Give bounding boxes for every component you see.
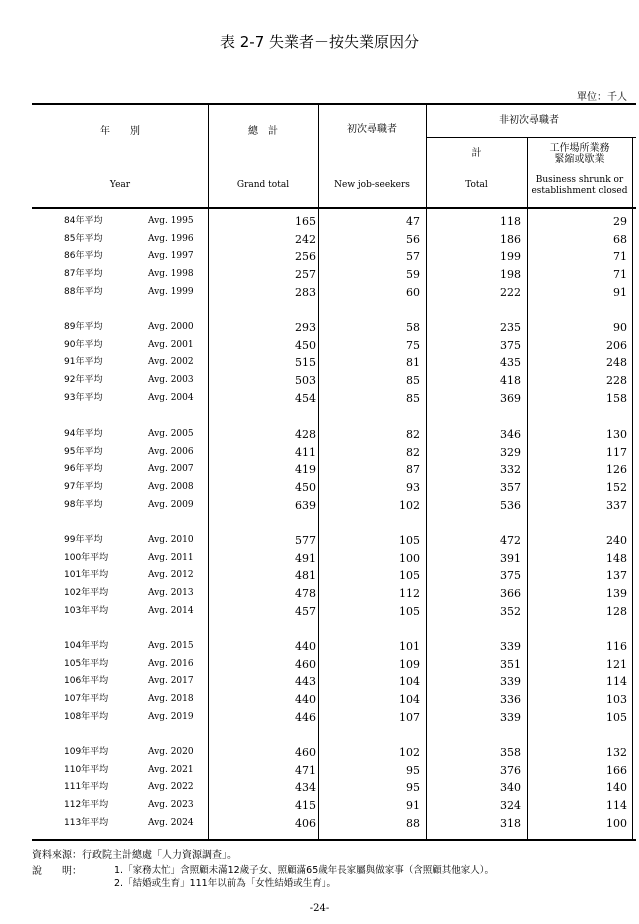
table-row — [0, 815, 639, 832]
total-cell: 369 — [500, 391, 521, 405]
year-zh-cell: 101年平均 — [64, 570, 109, 581]
grand-cell: 242 — [295, 232, 316, 246]
table-row — [0, 266, 639, 283]
business-cell: 139 — [606, 587, 627, 601]
header-bottom-border — [32, 207, 636, 209]
new-cell: 101 — [399, 640, 420, 653]
business-cell: 148 — [606, 551, 627, 565]
business-cell: 337 — [606, 498, 627, 512]
year-zh-cell: 104年平均 — [64, 641, 109, 651]
header-year-en: Year — [109, 180, 131, 190]
year-en-cell: Avg. 2015 — [148, 641, 194, 651]
business-cell: 116 — [606, 640, 627, 653]
note-2: 2.「結婚或生育」111年以前為「女性結婚或生育」。 — [114, 878, 336, 889]
year-en-cell: Avg. 1996 — [148, 233, 194, 244]
business-cell: 71 — [613, 250, 627, 264]
year-en-cell: Avg. 2005 — [148, 429, 194, 439]
new-cell: 60 — [406, 285, 420, 299]
grand-cell: 450 — [295, 338, 316, 352]
table-row — [0, 497, 639, 514]
year-zh-cell: 111年平均 — [64, 782, 109, 793]
year-en-cell: Avg. 2024 — [148, 817, 194, 828]
business-cell: 126 — [606, 463, 627, 477]
new-cell: 100 — [399, 551, 420, 565]
year-zh-cell: 103年平均 — [64, 605, 109, 616]
total-cell: 222 — [500, 285, 521, 299]
table-row — [0, 550, 639, 567]
source-note: 資料來源：行政院主計總處「人力資源調查」。 — [32, 850, 237, 861]
business-cell: 71 — [613, 268, 627, 282]
year-en-cell: Avg. 2008 — [148, 482, 194, 493]
total-cell: 435 — [500, 356, 521, 370]
year-en-cell: Avg. 1997 — [148, 251, 194, 262]
year-en-cell: Avg. 2000 — [148, 322, 194, 332]
year-en-cell: Avg. 1995 — [148, 216, 194, 226]
business-cell: 117 — [606, 445, 627, 459]
business-cell: 90 — [613, 321, 627, 334]
table-row — [0, 372, 639, 389]
year-zh-cell: 98年平均 — [64, 499, 103, 510]
grand-cell: 440 — [295, 693, 316, 707]
business-cell: 91 — [613, 285, 627, 299]
new-cell: 95 — [406, 781, 420, 795]
grand-cell: 515 — [295, 356, 316, 370]
year-zh-cell: 84年平均 — [64, 216, 103, 226]
header-year-zh: 年 別 — [100, 126, 140, 137]
grand-cell: 450 — [295, 481, 316, 495]
business-cell: 240 — [606, 534, 627, 547]
table-row — [0, 691, 639, 708]
year-zh-cell: 96年平均 — [64, 464, 103, 475]
table-row — [0, 797, 639, 814]
new-cell: 47 — [406, 215, 420, 228]
total-cell: 536 — [500, 498, 521, 512]
business-cell: 68 — [613, 232, 627, 246]
header-new-seekers-zh: 初次尋職者 — [347, 124, 397, 135]
table-row — [0, 585, 639, 602]
subheader-rule — [426, 137, 636, 138]
new-cell: 104 — [399, 693, 420, 707]
grand-cell: 256 — [295, 250, 316, 264]
page-title: 表 2-7 失業者－按失業原因分 — [219, 33, 420, 51]
total-cell: 324 — [500, 799, 521, 813]
year-zh-cell: 109年平均 — [64, 747, 109, 757]
table-row — [0, 354, 639, 371]
year-zh-cell: 94年平均 — [64, 429, 103, 439]
unit-label: 單位：千人 — [577, 92, 627, 103]
total-cell: 318 — [500, 816, 521, 830]
year-zh-cell: 97年平均 — [64, 482, 103, 493]
table-row — [0, 709, 639, 726]
grand-cell: 639 — [295, 498, 316, 512]
table-row — [0, 479, 639, 496]
year-en-cell: Avg. 1998 — [148, 269, 194, 280]
grand-cell: 443 — [295, 675, 316, 689]
header-experienced-zh: 非初次尋職者 — [499, 115, 559, 126]
total-cell: 199 — [500, 250, 521, 264]
year-zh-cell: 100年平均 — [64, 552, 109, 563]
grand-cell: 165 — [295, 215, 316, 228]
header-business-zh-2: 緊縮或歇業 — [554, 154, 605, 165]
total-cell: 418 — [500, 374, 521, 388]
grand-cell: 293 — [295, 321, 316, 334]
total-cell: 339 — [500, 675, 521, 689]
business-cell: 29 — [613, 215, 627, 228]
total-cell: 336 — [500, 693, 521, 707]
page-number: -24- — [309, 903, 330, 914]
grand-cell: 440 — [295, 640, 316, 653]
business-cell: 158 — [606, 391, 627, 405]
total-cell: 391 — [500, 551, 521, 565]
table-row — [0, 673, 639, 690]
total-cell: 339 — [500, 640, 521, 653]
table-row — [0, 444, 639, 461]
grand-cell: 415 — [295, 799, 316, 813]
business-cell: 105 — [606, 710, 627, 724]
total-cell: 366 — [500, 587, 521, 601]
business-cell: 132 — [606, 746, 627, 759]
table-row — [0, 638, 639, 655]
table-row — [0, 762, 639, 779]
total-cell: 340 — [500, 781, 521, 795]
year-en-cell: Avg. 2021 — [148, 764, 194, 775]
total-cell: 339 — [500, 710, 521, 724]
header-new-seekers-en: New job-seekers — [334, 180, 410, 190]
new-cell: 59 — [406, 268, 420, 282]
year-zh-cell: 89年平均 — [64, 322, 103, 332]
business-cell: 228 — [606, 374, 627, 388]
year-zh-cell: 87年平均 — [64, 269, 103, 280]
year-zh-cell: 113年平均 — [64, 817, 109, 828]
header-business-en-2: establishment closed — [531, 186, 628, 196]
header-grand-total-zh: 總 計 — [248, 126, 278, 137]
total-cell: 329 — [500, 445, 521, 459]
grand-cell: 454 — [295, 391, 316, 405]
business-cell: 100 — [606, 816, 627, 830]
grand-cell: 283 — [295, 285, 316, 299]
table-row — [0, 390, 639, 407]
business-cell: 103 — [606, 693, 627, 707]
total-cell: 198 — [500, 268, 521, 282]
year-zh-cell: 93年平均 — [64, 392, 103, 403]
header-total-en: Total — [465, 180, 488, 190]
grand-cell: 460 — [295, 746, 316, 759]
table-row — [0, 656, 639, 673]
business-cell: 128 — [606, 604, 627, 618]
new-cell: 91 — [406, 799, 420, 813]
year-zh-cell: 95年平均 — [64, 446, 103, 457]
grand-cell: 471 — [295, 763, 316, 777]
year-en-cell: Avg. 2001 — [148, 339, 194, 350]
total-cell: 118 — [500, 215, 521, 228]
note-1: 1.「家務太忙」含照顧未滿12歲子女、照顧滿65歲年長家屬與做家事（含照顧其他家人）。 — [114, 865, 494, 876]
year-zh-cell: 107年平均 — [64, 694, 109, 705]
total-cell: 346 — [500, 428, 521, 441]
table-row — [0, 744, 639, 761]
total-cell: 351 — [500, 657, 521, 671]
year-en-cell: Avg. 2022 — [148, 782, 194, 793]
new-cell: 56 — [406, 232, 420, 246]
year-zh-cell: 106年平均 — [64, 676, 109, 687]
grand-cell: 503 — [295, 374, 316, 388]
grand-cell: 419 — [295, 463, 316, 477]
new-cell: 57 — [406, 250, 420, 264]
year-en-cell: Avg. 2003 — [148, 375, 194, 386]
grand-cell: 460 — [295, 657, 316, 671]
year-en-cell: Avg. 2011 — [148, 552, 194, 563]
year-zh-cell: 110年平均 — [64, 764, 109, 775]
new-cell: 85 — [406, 391, 420, 405]
table-row — [0, 567, 639, 584]
new-cell: 95 — [406, 763, 420, 777]
year-en-cell: Avg. 2010 — [148, 535, 194, 545]
year-en-cell: Avg. 2007 — [148, 464, 194, 475]
total-cell: 235 — [500, 321, 521, 334]
total-cell: 358 — [500, 746, 521, 759]
total-cell: 352 — [500, 604, 521, 618]
year-en-cell: Avg. 2023 — [148, 800, 194, 811]
notes-label: 說 明： — [32, 866, 82, 877]
table-row — [0, 779, 639, 796]
new-cell: 105 — [399, 604, 420, 618]
year-en-cell: Avg. 2017 — [148, 676, 194, 687]
new-cell: 82 — [406, 428, 420, 441]
grand-cell: 481 — [295, 569, 316, 583]
table-bottom-border — [32, 839, 636, 841]
new-cell: 112 — [399, 587, 420, 601]
new-cell: 88 — [406, 816, 420, 830]
year-zh-cell: 86年平均 — [64, 251, 103, 262]
grand-cell: 491 — [295, 551, 316, 565]
grand-cell: 446 — [295, 710, 316, 724]
grand-cell: 406 — [295, 816, 316, 830]
header-business-en-1: Business shrunk or — [535, 175, 624, 185]
total-cell: 375 — [500, 569, 521, 583]
table-row — [0, 248, 639, 265]
new-cell: 104 — [399, 675, 420, 689]
new-cell: 58 — [406, 321, 420, 334]
new-cell: 109 — [399, 657, 420, 671]
grand-cell: 411 — [295, 445, 316, 459]
total-cell: 186 — [500, 232, 521, 246]
new-cell: 107 — [399, 710, 420, 724]
new-cell: 105 — [399, 534, 420, 547]
business-cell: 152 — [606, 481, 627, 495]
year-zh-cell: 99年平均 — [64, 535, 103, 545]
total-cell: 375 — [500, 338, 521, 352]
year-zh-cell: 92年平均 — [64, 375, 103, 386]
new-cell: 87 — [406, 463, 420, 477]
year-en-cell: Avg. 2004 — [148, 392, 194, 403]
year-zh-cell: 102年平均 — [64, 588, 109, 599]
business-cell: 137 — [606, 569, 627, 583]
table-row — [0, 603, 639, 620]
new-cell: 75 — [406, 338, 420, 352]
table-top-border — [32, 103, 636, 105]
year-zh-cell: 90年平均 — [64, 339, 103, 350]
year-en-cell: Avg. 1999 — [148, 286, 194, 297]
business-cell: 114 — [606, 675, 627, 689]
grand-cell: 428 — [295, 428, 316, 441]
year-zh-cell: 88年平均 — [64, 286, 103, 297]
year-en-cell: Avg. 2016 — [148, 658, 194, 669]
new-cell: 102 — [399, 746, 420, 759]
grand-cell: 257 — [295, 268, 316, 282]
business-cell: 248 — [606, 356, 627, 370]
year-zh-cell: 108年平均 — [64, 711, 109, 722]
grand-cell: 478 — [295, 587, 316, 601]
table-row — [0, 319, 639, 336]
header-grand-total-en: Grand total — [236, 180, 290, 190]
header-business-zh-1: 工作場所業務 — [549, 143, 610, 154]
year-en-cell: Avg. 2020 — [148, 747, 194, 757]
year-en-cell: Avg. 2013 — [148, 588, 194, 599]
year-en-cell: Avg. 2018 — [148, 694, 194, 705]
table-row — [0, 213, 639, 230]
business-cell: 121 — [606, 657, 627, 671]
table-row — [0, 337, 639, 354]
business-cell: 130 — [606, 428, 627, 441]
year-en-cell: Avg. 2019 — [148, 711, 194, 722]
header-total-zh: 計 — [471, 148, 482, 159]
total-cell: 376 — [500, 763, 521, 777]
grand-cell: 434 — [295, 781, 316, 795]
year-zh-cell: 112年平均 — [64, 800, 109, 811]
year-en-cell: Avg. 2009 — [148, 499, 194, 510]
business-cell: 206 — [606, 338, 627, 352]
year-en-cell: Avg. 2002 — [148, 357, 194, 368]
grand-cell: 577 — [295, 534, 316, 547]
new-cell: 105 — [399, 569, 420, 583]
table-row — [0, 461, 639, 478]
new-cell: 93 — [406, 481, 420, 495]
year-en-cell: Avg. 2006 — [148, 446, 194, 457]
year-en-cell: Avg. 2012 — [148, 570, 194, 581]
business-cell: 166 — [606, 763, 627, 777]
table-row — [0, 231, 639, 248]
business-cell: 114 — [606, 799, 627, 813]
year-zh-cell: 105年平均 — [64, 658, 109, 669]
year-en-cell: Avg. 2014 — [148, 605, 194, 616]
year-zh-cell: 85年平均 — [64, 233, 103, 244]
year-zh-cell: 91年平均 — [64, 357, 103, 368]
total-cell: 357 — [500, 481, 521, 495]
business-cell: 140 — [606, 781, 627, 795]
new-cell: 102 — [399, 498, 420, 512]
new-cell: 81 — [406, 356, 420, 370]
table-row — [0, 284, 639, 301]
table-row — [0, 532, 639, 549]
new-cell: 85 — [406, 374, 420, 388]
total-cell: 472 — [500, 534, 521, 547]
total-cell: 332 — [500, 463, 521, 477]
new-cell: 82 — [406, 445, 420, 459]
grand-cell: 457 — [295, 604, 316, 618]
table-row — [0, 426, 639, 443]
